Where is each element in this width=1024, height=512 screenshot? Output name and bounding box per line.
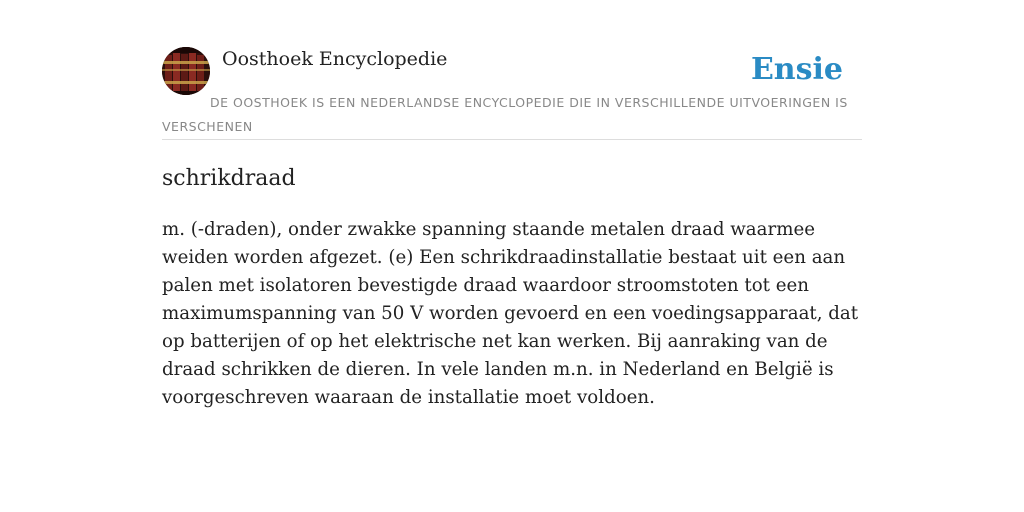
entry-definition: m. (-draden), onder zwakke spanning staande metalen draad waarmee weiden worden afgezet. (e) Een schrikdraadinstallatie bestaat uit een aan palen met isolatoren bevestigde draad waardoor stroomstoten tot een maximumspanning van 50 V worden gevoerd en een voedingsapparaat, dat op batterijen of op het elektrische net kan werken. Bij aanraking van de draad schrikken de dieren. In vele landen m.n. in Nederland en België is voorgeschreven waaraan de installatie moet voldoen. bbox=[162, 219, 859, 408]
source-header bbox=[162, 46, 862, 140]
ensie-logo-link[interactable]: Ensie bbox=[750, 52, 843, 87]
source-avatar[interactable] bbox=[162, 47, 210, 95]
source-description: DE OOSTHOEK IS EEN NEDERLANDSE ENCYCLOPEDIE DIE IN VERSCHILLENDE UITVOERINGEN IS VERSCHENEN bbox=[162, 95, 848, 134]
source-title[interactable]: Oosthoek Encyclopedie bbox=[222, 48, 448, 70]
book-spines-icon bbox=[162, 47, 210, 95]
entry-title: schrikdraad bbox=[162, 166, 296, 191]
